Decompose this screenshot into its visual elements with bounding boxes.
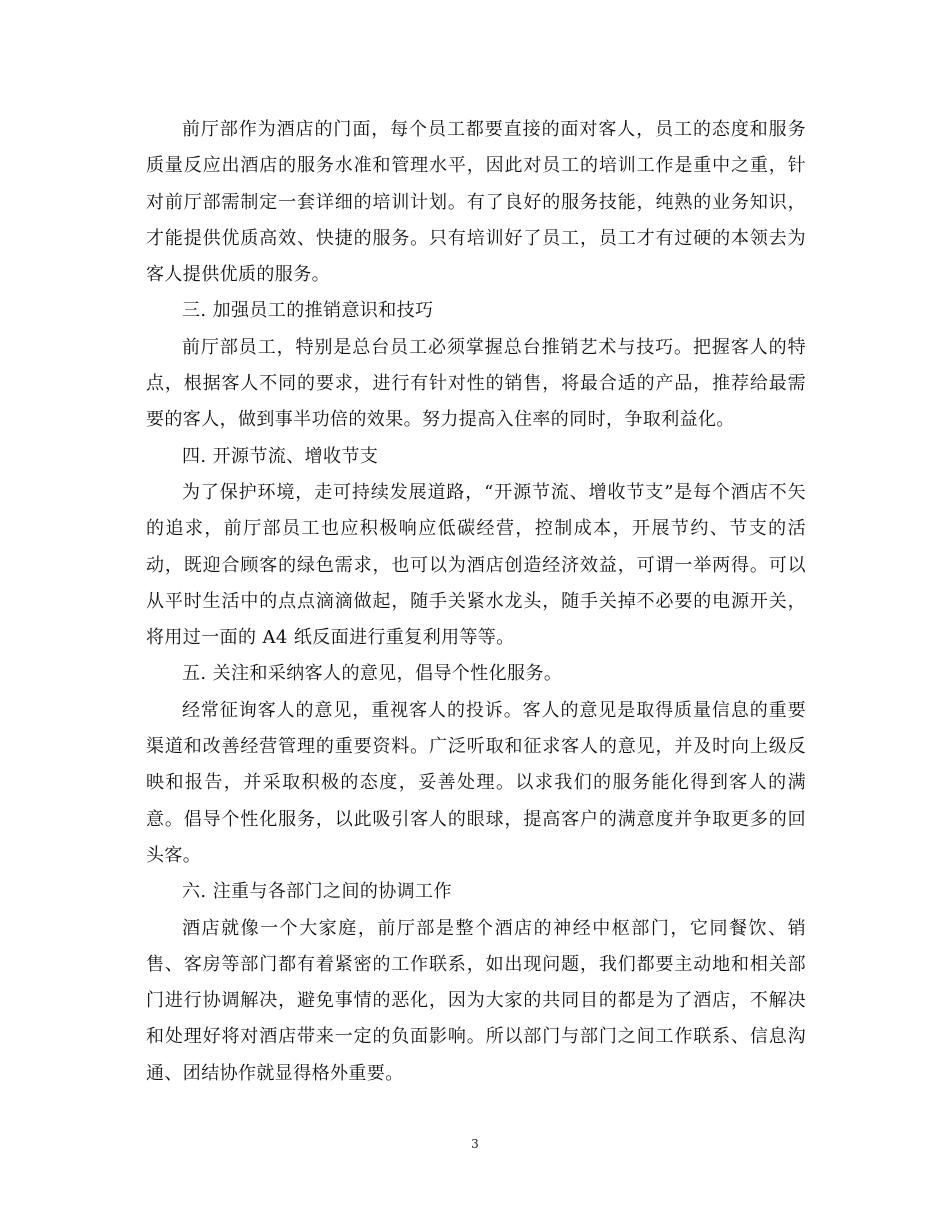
document-body (146, 112, 806, 1092)
heading-guest-feedback: 五. 关注和采纳客人的意见，倡导个性化服务。 (182, 663, 563, 685)
paragraph-guest-feedback: 经常征询客人的意见，重视客人的投诉。客人的意见是取得质量信息的重要渠道和改善经营管理的重要资料。广泛听取和征求客人的意见，并及时向上级反映和报告，并采取积极的态度，妥善处理。以求我们的服务能化得到客人的满意。倡导个性化服务，以此吸引客人的眼球，提高客户的满意度并争取更多的回头客。 (146, 699, 806, 866)
paragraph-sales: 前厅部员工，特别是总台员工必须掌握总台推销艺术与技巧。把握客人的特点，根据客人不同的要求，进行有针对性的销售，将最合适的产品，推荐给最需要的客人，做到事半功倍的效果。努力提高入住率的同时，争取利益化。 (146, 336, 806, 431)
paragraph-cost-saving: 为了保护环境，走可持续发展道路，“开源节流、增收节支”是每个酒店不矢的追求，前厅部员工也应积极响应低碳经营，控制成本，开展节约、节支的活动，既迎合顾客的绿色需求，也可以为酒店创造经济效益，可谓一举两得。可以从平时生活中的点点滴滴做起，随手关紧水龙头，随手关掉不必要的电源开关，将用过一面的 A4 纸反面进行重复利用等等。 (146, 481, 806, 649)
paragraph-coordination: 酒店就像一个大家庭，前厅部是整个酒店的神经中枢部门，它同餐饮、销售、客房等部门都有着紧密的工作联系，如出现问题，我们都要主动地和相关部门进行协调解决，避免事情的恶化，因为大家的共同目的都是为了酒店，不解决和处理好将对酒店带来一定的负面影响。所以部门与部门之间工作联系、信息沟通、团结协作就显得格外重要。 (146, 917, 806, 1084)
page-number: 3 (471, 1137, 479, 1151)
paragraph-training: 前厅部作为酒店的门面，每个员工都要直接的面对客人，员工的态度和服务质量反应出酒店的服务水准和管理水平，因此对员工的培训工作是重中之重，针对前厅部需制定一套详细的培训计划。有了良好的服务技能，纯熟的业务知识，才能提供优质高效、快捷的服务。只有培训好了员工，员工才有过硬的本领去为客人提供优质的服务。 (146, 119, 806, 286)
heading-sales-awareness: 三. 加强员工的推销意识和技巧 (182, 300, 434, 322)
heading-cost-saving: 四. 开源节流、增收节支 (182, 445, 379, 467)
heading-coordination: 六. 注重与各部门之间的协调工作 (182, 881, 452, 903)
